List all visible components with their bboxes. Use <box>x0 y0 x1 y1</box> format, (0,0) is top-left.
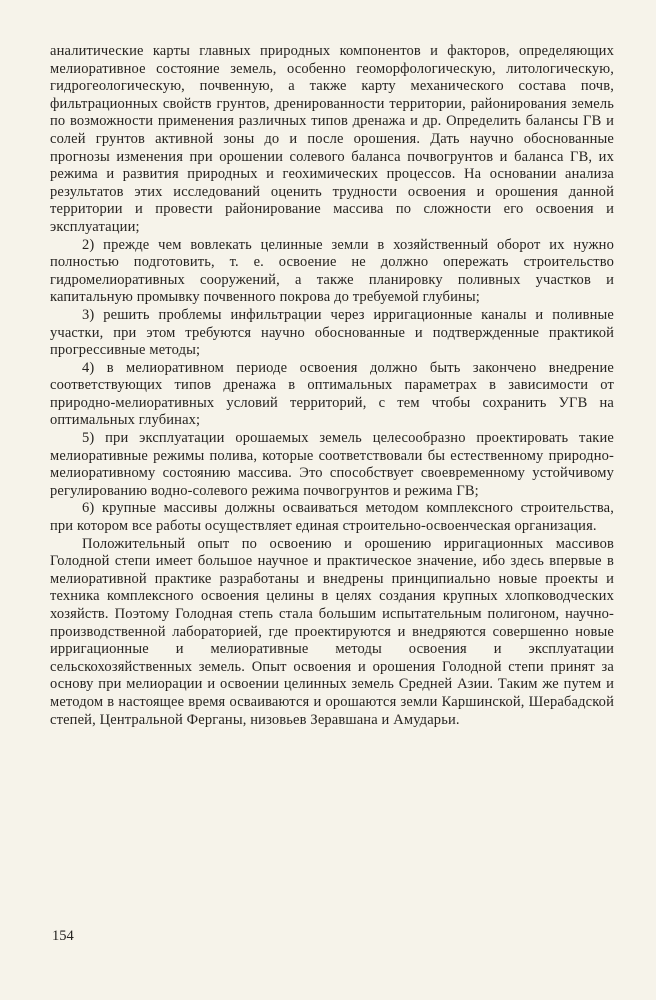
list-item-3: 3) решить проблемы инфильтрации через ирригационные каналы и поливные участки, при этом требуются научно обоснованные и подтвержденные практикой прогрессивные методы; <box>50 306 614 359</box>
body-text <box>50 43 614 729</box>
list-item-4: 4) в мелиоративном периоде освоения должно быть закончено внедрение соответствующих типов дренажа в оптимальных параметрах в зависимости от природно-мелиоративных условий территорий, с тем чтобы сохранить УГВ на оптимальных глубинах; <box>50 359 614 429</box>
paragraph-continuation: аналитические карты главных природных компонентов и факторов, определяющих мелиоративное состояние земель, особенно геоморфологическую, литологическую, гидрогеологическую, почвенную, а также карту механического состава почв, фильтрационных свойств грунтов, дренированности территории, районирования земель по возможности применения различных типов дренажа и др. Определить балансы ГВ и солей грунтов активной зоны до и после орошения. Дать научно обоснованные прогнозы изменения при орошении солевого баланса почвогрунтов и баланса ГВ, их режима и развития природных и геохимических процессов. На основании анализа результатов этих исследований оценить трудности освоения и орошения данной территории и провести районирование массива по сложности его освоения и эксплуатации; <box>50 43 614 235</box>
page-number: 154 <box>52 928 74 944</box>
list-item-6: 6) крупные массивы должны осваиваться методом комплексного строительства, при котором все работы осуществляет единая строительно-освоенческая организация. <box>50 500 614 535</box>
list-item-5: 5) при эксплуатации орошаемых земель целесообразно проектировать такие мелиоративные режимы полива, которые соответствовали бы естественному природно-мелиоративному состоянию массива. Это способствует своевременному устойчивому регулированию водно-солевого режима почвогрунтов и режима ГВ; <box>50 430 614 499</box>
paragraph-conclusion: Положительный опыт по освоению и орошению ирригационных массивов Голодной степи имеет большое научное и практическое значение, ибо здесь впервые в мелиоративной практике разработаны и внедрены принципиально новые проекты и техника комплексного освоения целины в целях создания крупных хлопководческих хозяйств. Поэтому Голодная степь стала большим испытательным полигоном, научно-производственной лабораторией, где проектируются и внедряются совершенно новые ирригационные и мелиоративные методы освоения и эксплуатации сельскохозяйственных земель. Опыт освоения и орошения Голодной степи принят за основу при мелиорации и освоении целинных земель Средней Азии. Таким же путем и методом в настоящее время осваиваются и орошаются земли Каршинской, Шерабадской степей, Центральной Ферганы, низовьев Зеравшана и Амударьи. <box>50 535 614 728</box>
list-item-2: 2) прежде чем вовлекать целинные земли в хозяйственный оборот их нужно полностью подготовить, т. е. освоение не должно опережать строительство гидромелиоративных сооружений, а также планировку поливных участков и капитальную промывку почвенного покрова до требуемой глубины; <box>50 236 614 306</box>
